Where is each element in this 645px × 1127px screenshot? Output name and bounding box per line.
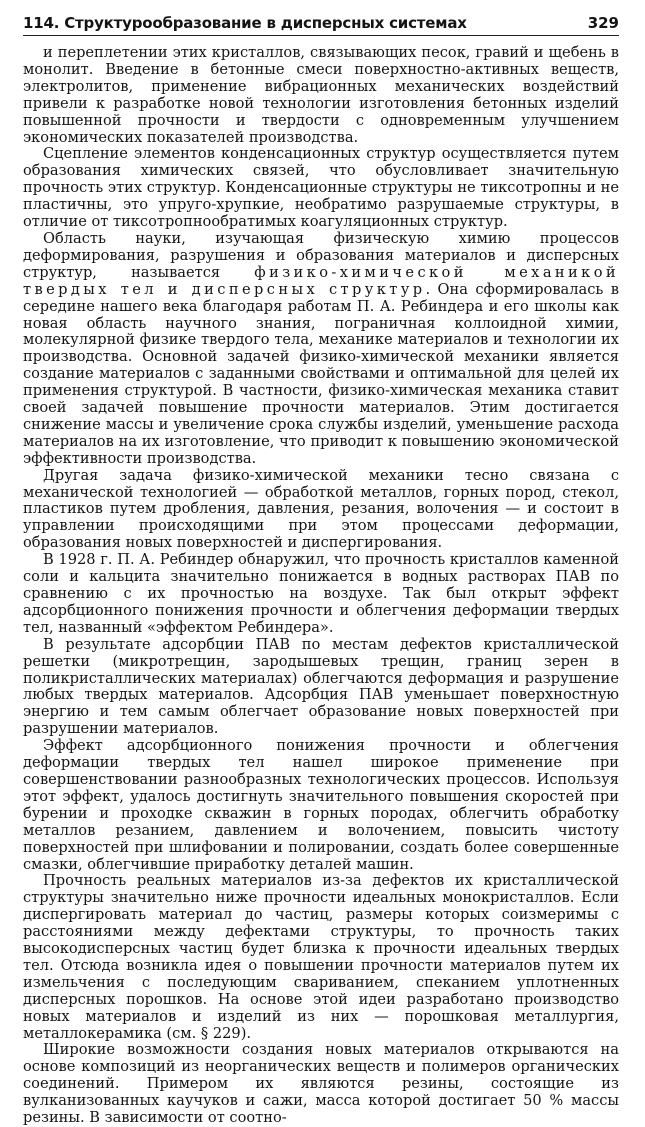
paragraph: Широкие возможности создания новых материалов открываются на основе композиций из неорганических веществ и полимеров органических соединений. Примером их являются резины, состоящие из вулканизованных каучуков и сажи, масса которой достигает 50 % массы резины. В зависимости от соотно- (23, 1041, 619, 1127)
paragraph-text: Область науки, изучающая физическую химию процессов деформирования, разрушения и образования материалов и дисперсных структур, называется (23, 229, 619, 281)
paragraph: Прочность реальных материалов из-за дефектов их кристаллической структуры значительно ниже прочности идеальных монокристаллов. Если диспергировать материал до частиц, размеры которых соизмеримы с расстояниями между дефектами структуры, то прочность таких высокодисперсных частиц будет близка к прочности идеальных твердых тел. Отсюда возникла идея о повышении прочности материалов путем их измельчения с последующим свариванием, спеканием уплотненных дисперсных порошков. На основе этой идеи разработано производство новых материалов и изделий из них — порошковая металлургия, металлокерамика (см. § 229). (23, 872, 619, 1042)
paragraph: и переплетении этих кристаллов, связывающих песок, гравий и щебень в монолит. Введение в бетонные смеси поверхностно-активных веществ, электролитов, применение вибрационных механических воздействий привели к разработке новой технологии изготовления бетонных изделий повышенной прочности и твердости с одновременным улучшением экономических показателей производства. (23, 44, 619, 146)
paragraph: В 1928 г. П. А. Ребиндер обнаружил, что прочность кристаллов каменной соли и кальцита значительно понижается в водных растворах ПАВ по сравнению с их прочностью на воздухе. Так был открыт эффект адсорбционного понижения прочности и облегчения деформации твердых тел, названный «эффектом Ребиндера». (23, 551, 619, 636)
running-header (23, 14, 619, 36)
paragraph: Другая задача физико-химической механики тесно связана с механической технологией — обработкой металлов, горных пород, стекол, пластиков путем дробления, давления, резания, волочения — и состоит в управлении происходящими при этом процессами деформации, образования новых поверхностей и диспергирования. (23, 466, 619, 552)
paragraph: Эффект адсорбционного понижения прочности и облегчения деформации твердых тел нашел широкое применение при совершенствовании разнообразных технологических процессов. Используя этот эффект, удалось достигнуть значительного повышения скоростей при бурении и проходке скважин в горных породах, облегчить обработку металлов резанием, давлением и волочением, повысить чистоту поверхностей при шлифовании и полировании, создать более совершенные смазки, облегчившие приработку деталей машин. (23, 737, 619, 873)
paragraph-text: . Она сформировалась в середине нашего века благодаря работам П. А. Ребиндера и его школы как новая область научного знания, пограничная коллоидной химии, молекулярной физике твердого тела, механике материалов и технологии их производства. Основной задачей физико-химической механики является создание материалов с заданными свойствами и оптимальной для целей их применения структурой. В частности, физико-химическая механика ставит своей задачей повышение прочности материалов. Этим достигается снижение массы и увеличение срока службы изделий, уменьшение расхода материалов на их изготовление, что приводит к повышению экономической эффективности производства. (23, 280, 619, 467)
emphasized-term: физико-химической механикой твердых тел и дисперсных структур (23, 263, 620, 298)
paragraph: Сцепление элементов конденсационных структур осуществляется путем образования химических связей, что обусловливает значительную прочность этих структур. Конденсационные структуры не тиксотропны и не пластичны, это упруго-хрупкие, необратимо разрушаемые структуры, в отличие от тиксотропнообратимых коагуляционных структур. (23, 145, 619, 231)
paragraph (23, 231, 619, 468)
section-title: 114. Структурообразование в дисперсных системах (23, 14, 467, 32)
paragraph: В результате адсорбции ПАВ по местам дефектов кристаллической решетки (микротрещин, зародышевых трещин, границ зерен в поликристаллических материалах) облегчаются деформация и разрушение любых твердых материалов. Адсорбция ПАВ уменьшает поверхностную энергию и тем самым облегчает образование новых поверхностей при разрушении материалов. (23, 635, 619, 738)
page-number: 329 (587, 14, 619, 32)
body-text (23, 45, 619, 1127)
